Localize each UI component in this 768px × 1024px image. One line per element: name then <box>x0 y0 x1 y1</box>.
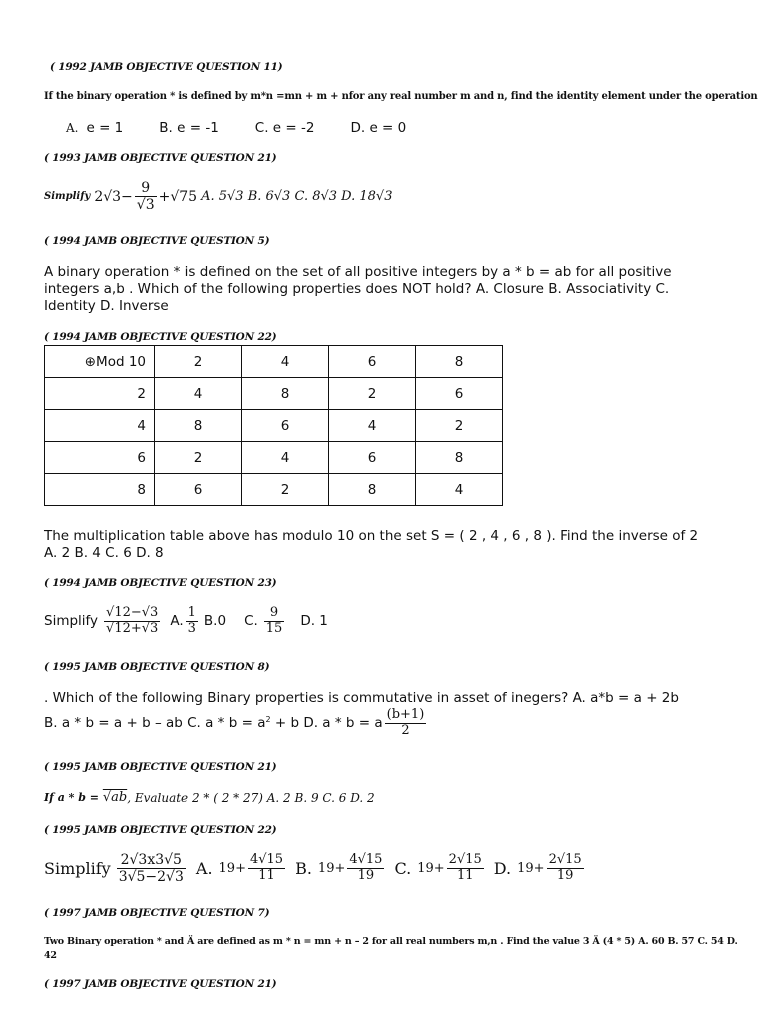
option-label: C. <box>394 859 412 879</box>
question-text-line: . Which of the following Binary properties is commutative in asset of inegers? A. a*b = a + 2b <box>44 690 679 706</box>
question-text: If the binary operation * is defined by m*n =mn + m + nfor any real number m and n, find the identity element under the operation <box>44 91 758 102</box>
table-row <box>45 442 503 474</box>
fraction-denominator: 2 <box>401 722 410 738</box>
fraction <box>347 853 384 884</box>
question-expression <box>44 852 586 885</box>
question-text-line: Identity D. Inverse <box>44 298 169 314</box>
table-cell: 2 <box>45 378 155 410</box>
question-expression <box>44 180 393 213</box>
question-text-line: A. 2 B. 4 C. 6 D. 8 <box>44 545 164 561</box>
question-text-line: The multiplication table above has modulo 10 on the set S = ( 2 , 4 , 6 , 8 ). Find the inverse of 2 <box>44 528 699 544</box>
option-d: D. e = 0 <box>350 120 407 136</box>
question-text-line: A binary operation * is defined on the set of all positive integers by a * b = ab for all positive <box>44 264 672 280</box>
option-whole: 19+ <box>417 861 445 877</box>
question-text-line <box>44 790 375 805</box>
fraction-numerator: 9 <box>264 606 285 622</box>
option-whole: 19+ <box>317 861 346 877</box>
expression-term: 2√3− <box>94 188 133 205</box>
table-header-cell: 8 <box>416 346 503 378</box>
option-b: B. e = -1 <box>159 120 219 136</box>
table-cell: 6 <box>416 378 503 410</box>
fraction-numerator: 2√3x3√5 <box>117 852 186 869</box>
question-text: , Evaluate 2 * ( 2 * 27) A. 2 B. 9 C. 6 D. 2 <box>127 790 375 805</box>
table-cell: 4 <box>329 410 416 442</box>
table-cell: 4 <box>45 410 155 442</box>
fraction-numerator: 4√15 <box>349 852 383 868</box>
question-header: ( 1994 JAMB OBJECTIVE QUESTION 5) <box>44 235 270 247</box>
fraction-denominator: 19 <box>556 868 574 884</box>
answer-options: A. 5√3 B. 6√3 C. 8√3 D. 18√3 <box>201 189 393 205</box>
table-header-row <box>45 346 503 378</box>
option-d: D. 1 <box>300 613 328 630</box>
table-cell: 2 <box>155 442 242 474</box>
question-text-line: Two Binary operation * and Ä are defined as m * n = mn + n – 2 for all real numbers m,n . Find the value 3 Ä (4 * 5) A. 60 B. 57 C. 54 D. <box>44 936 738 947</box>
question-text-line: integers a,b . Which of the following properties does NOT hold? A. Closure B. Associativity C. <box>44 281 670 297</box>
table-row <box>45 378 503 410</box>
option-a: e = 1 <box>86 120 124 136</box>
question-lead: Simplify <box>44 859 111 879</box>
question-lead: Simplify <box>44 613 99 630</box>
table-cell: 8 <box>242 378 329 410</box>
option-c: C. e = -2 <box>254 120 315 136</box>
modulo-table <box>44 345 503 506</box>
fraction <box>186 606 198 637</box>
fraction-denominator: 3 <box>187 620 196 636</box>
question-header: ( 1994 JAMB OBJECTIVE QUESTION 22) <box>44 331 277 343</box>
fraction <box>135 180 157 213</box>
question-header: ( 1997 JAMB OBJECTIVE QUESTION 7) <box>44 907 270 919</box>
table-cell: 4 <box>242 442 329 474</box>
table-cell: 8 <box>329 474 416 506</box>
option-b: B.0 <box>203 613 227 630</box>
fraction <box>104 606 160 637</box>
table-header-cell: 2 <box>155 346 242 378</box>
table-cell: 8 <box>416 442 503 474</box>
fraction-denominator: 15 <box>265 620 283 636</box>
fraction <box>264 606 285 637</box>
question-header: ( 1995 JAMB OBJECTIVE QUESTION 22) <box>44 824 277 836</box>
table-cell: 6 <box>242 410 329 442</box>
fraction-denominator: √12+√3 <box>106 620 159 636</box>
question-header: ( 1993 JAMB OBJECTIVE QUESTION 21) <box>44 152 277 164</box>
table-header-cell: 6 <box>329 346 416 378</box>
table-cell: 6 <box>45 442 155 474</box>
option-whole: 19+ <box>517 861 545 877</box>
table-cell: 6 <box>155 474 242 506</box>
fraction <box>447 853 484 884</box>
table-header-cell: ⊕Mod 10 <box>45 346 155 378</box>
table-cell: 2 <box>242 474 329 506</box>
question-header: ( 1995 JAMB OBJECTIVE QUESTION 8) <box>44 661 270 673</box>
option-a-letter: A. <box>66 121 79 135</box>
table-cell: 8 <box>155 410 242 442</box>
option-whole: 19+ <box>218 861 246 877</box>
option-c: C. <box>244 613 258 630</box>
table-cell: 6 <box>329 442 416 474</box>
fraction-denominator: √3 <box>136 197 155 214</box>
option-label: D. <box>493 859 512 879</box>
option-a: A. <box>170 613 184 630</box>
fraction <box>547 853 584 884</box>
question-header: ( 1995 JAMB OBJECTIVE QUESTION 21) <box>44 761 277 773</box>
table-cell: 4 <box>155 378 242 410</box>
table-row <box>45 410 503 442</box>
question-expression <box>44 606 328 637</box>
fraction-numerator: 9 <box>135 180 157 197</box>
fraction-numerator: 1 <box>187 605 196 620</box>
question-text: + b D. a * b = a <box>270 715 383 732</box>
answer-options <box>66 120 406 136</box>
fraction-denominator: 19 <box>357 868 375 884</box>
question-text: B. a * b = a + b – ab C. a * b = a <box>44 715 266 732</box>
fraction <box>117 852 186 885</box>
question-header: ( 1994 JAMB OBJECTIVE QUESTION 23) <box>44 577 277 589</box>
fraction-numerator: (b+1) <box>386 707 425 722</box>
fraction-denominator: 11 <box>456 868 474 884</box>
fraction-numerator: 2√15 <box>448 852 482 868</box>
question-lead: Simplify <box>44 191 91 203</box>
superscript: 2 <box>265 714 271 724</box>
expression-term: +√75 <box>158 188 198 205</box>
table-row <box>45 474 503 506</box>
answer-options <box>188 853 586 884</box>
root-expression: √ab <box>102 790 128 805</box>
table-cell: 8 <box>45 474 155 506</box>
fraction <box>385 708 427 739</box>
fraction-numerator: 4√15 <box>249 852 284 868</box>
fraction-denominator: 3√5−2√3 <box>118 869 184 886</box>
option-label: A. <box>195 859 213 879</box>
table-cell: 2 <box>416 410 503 442</box>
question-header: ( 1992 JAMB OBJECTIVE QUESTION 11) <box>50 61 283 73</box>
table-cell: 4 <box>416 474 503 506</box>
fraction-numerator: √12−√3 <box>106 605 159 620</box>
question-lead: If a * b = <box>44 791 103 804</box>
fraction-numerator: 2√15 <box>548 852 582 868</box>
table-header-cell: 4 <box>242 346 329 378</box>
option-label: B. <box>295 859 312 879</box>
fraction <box>248 853 285 884</box>
question-text-line: 42 <box>44 950 57 961</box>
table-cell: 2 <box>329 378 416 410</box>
question-text-line <box>44 708 428 739</box>
question-header: ( 1997 JAMB OBJECTIVE QUESTION 21) <box>44 978 277 990</box>
fraction-denominator: 11 <box>258 868 275 884</box>
